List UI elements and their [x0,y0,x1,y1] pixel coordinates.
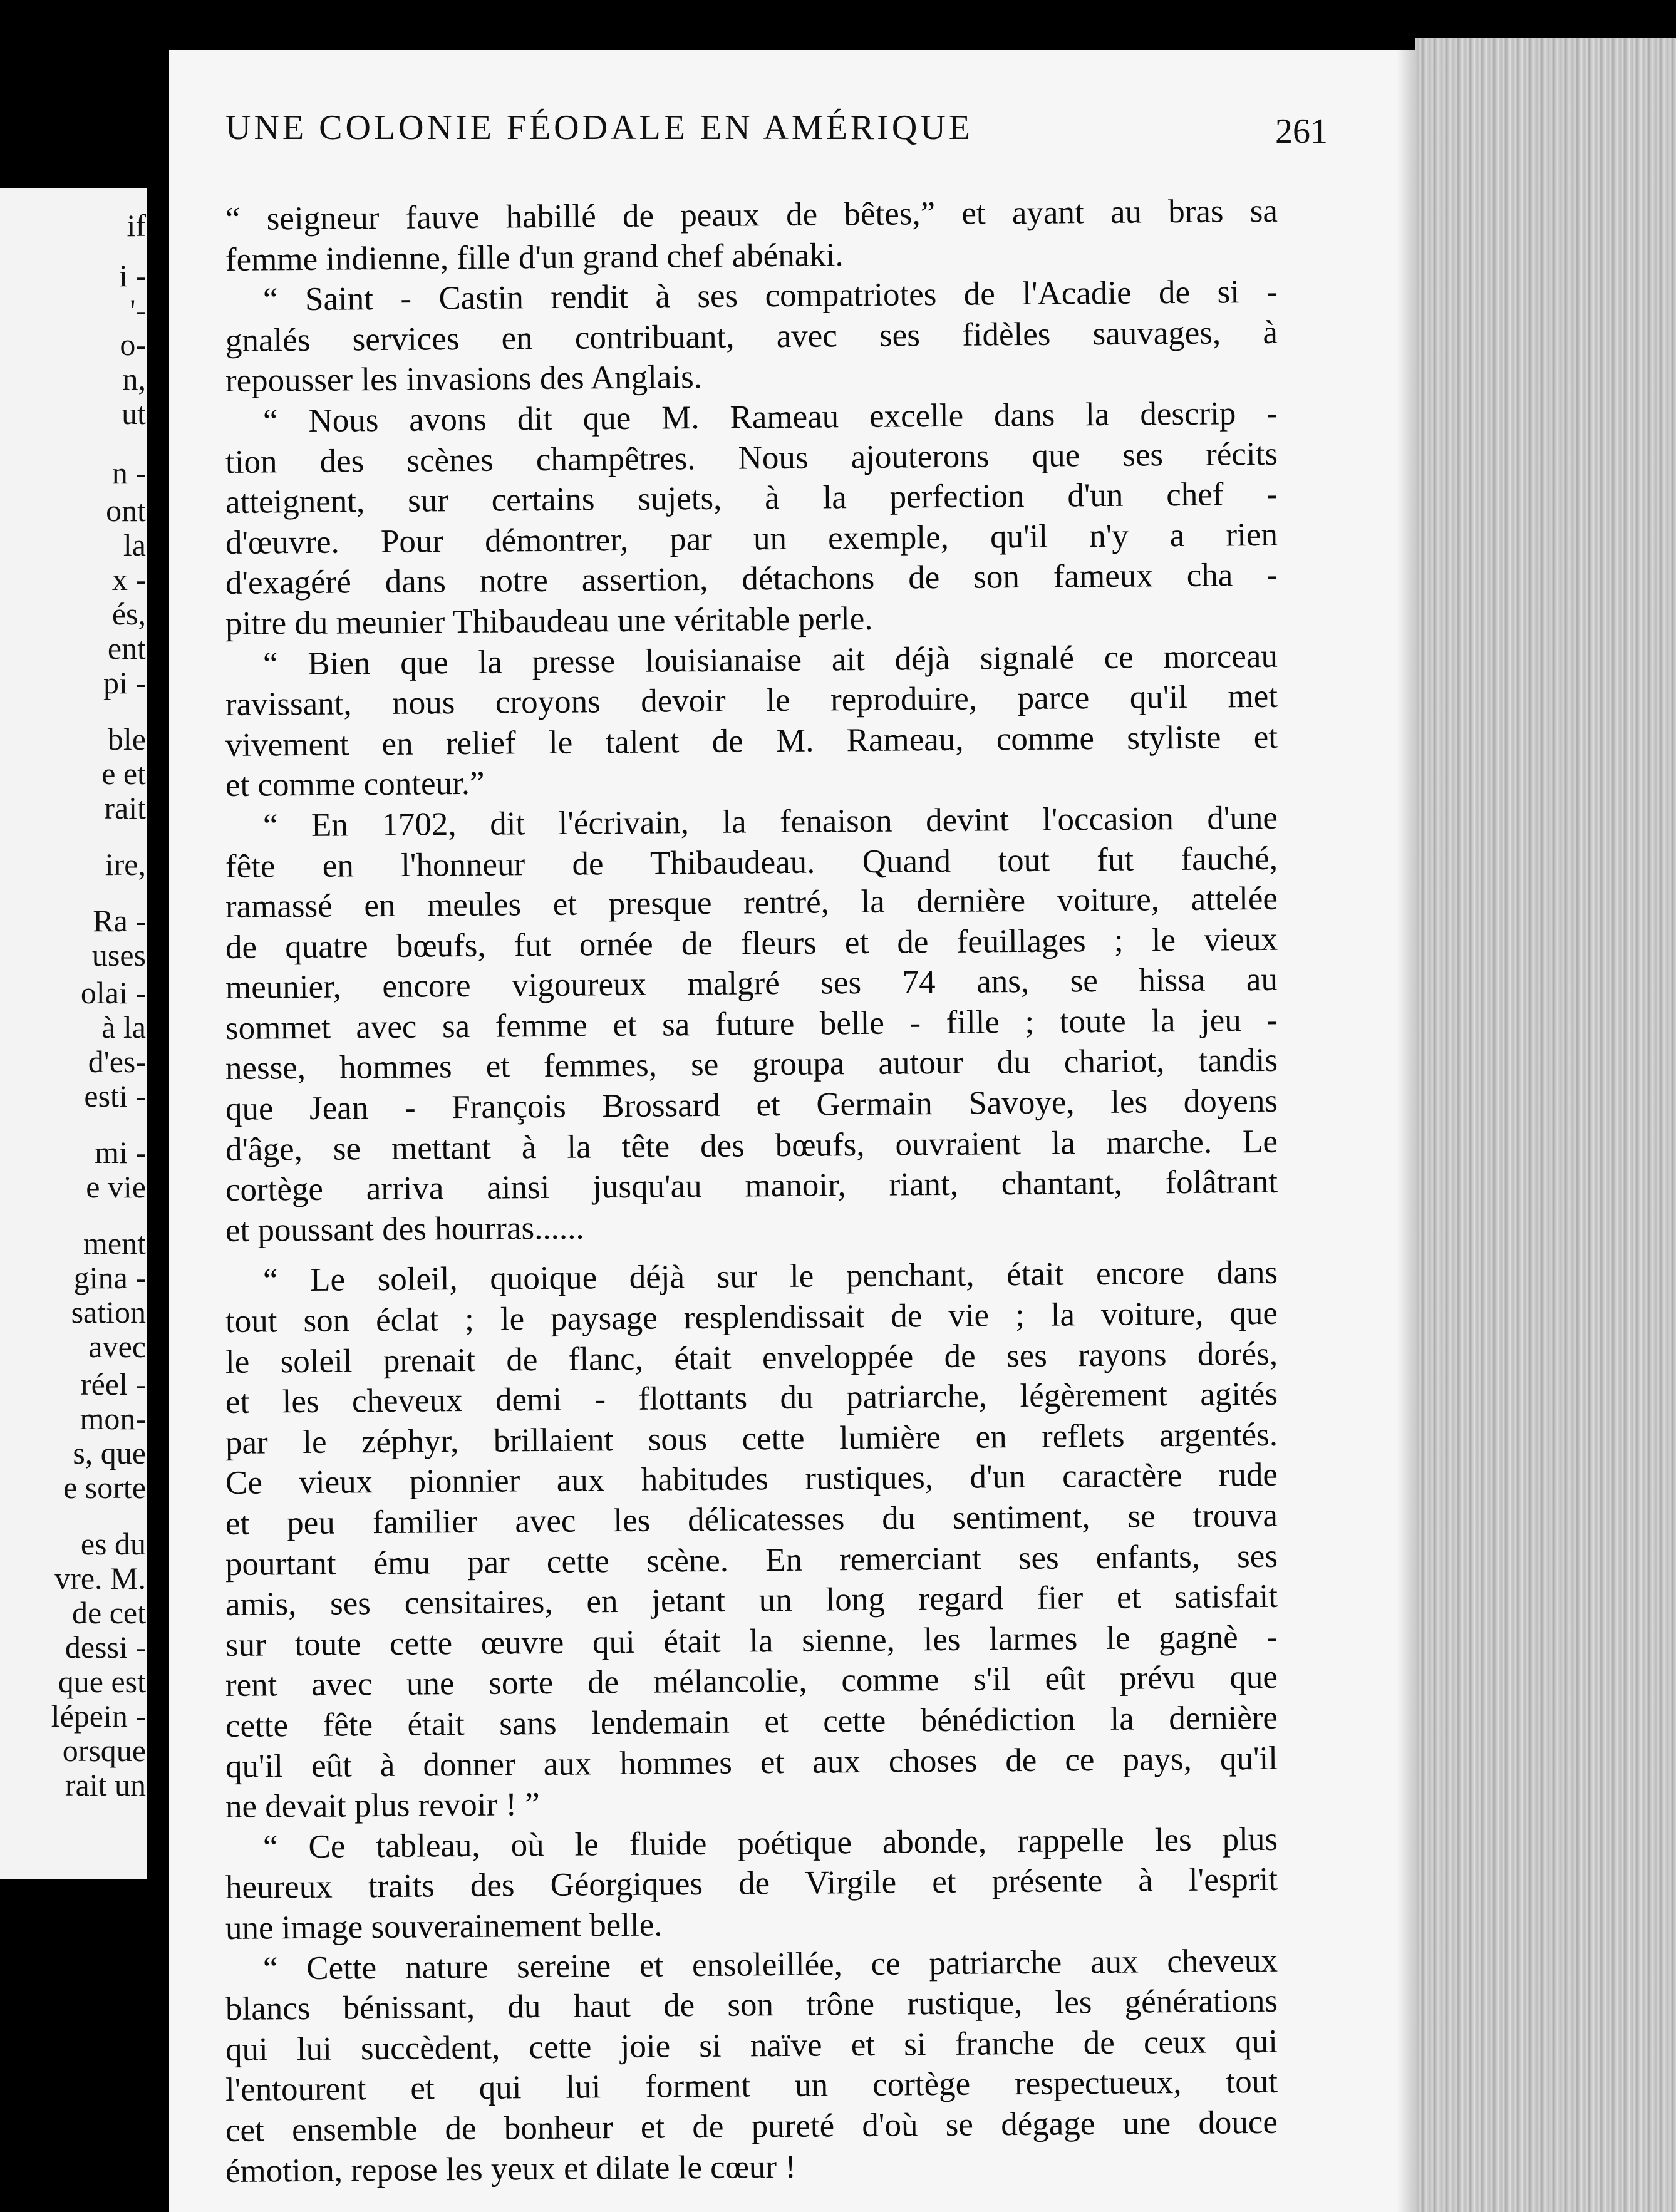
margin-fragment: rait un [65,1767,146,1802]
margin-fragment: ont [106,493,146,528]
margin-fragment: la [123,527,146,562]
margin-fragment: ire, [105,847,146,882]
text-line: pitre du meunier Thibaudeau une véritable perle. [225,600,873,642]
margin-fragment: e sorte [63,1470,146,1505]
margin-fragment: e et [101,756,146,791]
text-line: “ Saint - Castin rendit à ses compatriotes de l'Acadie de si - [262,273,1278,318]
margin-fragment: mi - [95,1135,146,1170]
margin-fragment: olai - [80,975,146,1010]
text-line: et peu familier avec les délicatesses du sentiment, se trouva [225,1497,1278,1542]
margin-fragment: Ra - [93,903,146,938]
margin-fragment: réel - [80,1367,146,1402]
margin-fragment: n - [111,455,146,490]
book-page-block [1415,38,1676,2212]
margin-fragment: rait [104,790,146,825]
text-line: “ Ce tableau, où le fluide poétique abonde, rappelle les plus [262,1821,1278,1866]
margin-fragment: n, [122,361,146,396]
margin-fragment: x - [111,562,146,597]
margin-fragment: ble [107,721,146,757]
margin-fragment: uses [91,938,146,973]
margin-fragment: avec [88,1329,146,1364]
margin-fragment: à la [101,1010,146,1045]
text-line: d'âge, se mettant à la tête des bœufs, ouvraient la marche. Le [225,1123,1278,1168]
text-line: atteignent, sur certains sujets, à la perfection d'un chef - [225,475,1278,521]
text-line: l'entourent et qui lui forment un cortège respectueux, tout [225,2064,1278,2109]
text-line: “ Cette nature sereine et ensoleillée, ce patriarche aux cheveux [262,1942,1278,1987]
text-line: amis, ses censitaires, en jetant un long regard fier et satisfait [225,1578,1278,1623]
text-line: gnalés services en contribuant, avec ses fidèles sauvages, à [225,314,1278,359]
text-line: “ Le soleil, quoique déjà sur le penchant, était encore dans [262,1254,1278,1299]
text-line: ravissant, nous croyons devoir le reproduire, parce qu'il met [225,678,1278,723]
margin-fragment: de cet [72,1595,146,1630]
text-line: “ En 1702, dit l'écrivain, la fenaison devint l'occasion d'une [262,799,1278,844]
margin-fragment: e vie [86,1169,146,1204]
margin-fragment: i - [118,258,146,293]
page-header [225,108,1328,158]
text-line: femme indienne, fille d'un grand chef abénaki. [225,236,844,278]
text-line: une image souverainement belle. [225,1906,663,1946]
margin-fragment: ent [107,631,146,666]
text-line: nesse, hommes et femmes, se groupa autour du chariot, tandis [225,1042,1278,1087]
text-line: vivement en relief le talent de M. Rameau, comme styliste et [225,718,1278,763]
text-line: tion des scènes champêtres. Nous ajouterons que ses récits [225,435,1278,480]
margin-fragment: if [127,208,146,243]
margin-fragment: gina - [73,1260,146,1295]
text-line: rent avec une sorte de mélancolie, comme s'il eût prévu que [225,1659,1278,1704]
margin-fragment: ment [83,1226,146,1261]
text-line: et les cheveux demi - flottants du patriarche, légèrement agités [225,1376,1278,1421]
margin-fragment: que est [58,1664,146,1699]
text-line: que Jean - François Brossard et Germain Savoye, les doyens [225,1082,1278,1128]
margin-fragment: ut [122,396,146,431]
text-line: émotion, repose les yeux et dilate le cœur ! [225,2148,797,2189]
margin-fragment: o- [120,327,146,362]
margin-fragment: es du [80,1526,146,1561]
text-line: repousser les invasions des Anglais. [225,359,703,400]
margin-fragment: mon- [80,1401,146,1436]
text-line: meunier, encore vigoureux malgré ses 74 ans, se hissa au [225,961,1278,1006]
text-line: “ Bien que la presse louisianaise ait déjà signalé ce morceau [262,638,1278,683]
margin-fragment: vre. M. [54,1561,146,1596]
text-line: par le zéphyr, brillaient sous cette lumière en reflets argentés. [225,1416,1278,1461]
text-line: pourtant ému par cette scène. En remerciant ses enfants, ses [225,1538,1278,1583]
margin-fragment: '- [130,292,146,328]
text-line: “ seigneur fauve habillé de peaux de bêtes,” et ayant au bras sa [225,192,1278,237]
margin-fragment: esti - [84,1078,146,1114]
text-line: ramassé en meules et presque rentré, la dernière voiture, attelée [225,880,1278,926]
margin-fragment: lépein - [51,1698,146,1734]
running-title: UNE COLONIE FÉODALE EN AMÉRIQUE [225,108,974,147]
text-line: de quatre bœufs, fut ornée de fleurs et de feuillages ; le vieux [225,921,1278,966]
text-line: sommet avec sa femme et sa future belle - fille ; toute la jeu - [225,1001,1278,1047]
margin-fragment: és, [111,596,146,631]
text-line: cette fête était sans lendemain et cette bénédiction la dernière [225,1699,1278,1744]
body-text [225,192,1278,2191]
text-line: cet ensemble de bonheur et de pureté d'où se dégage une douce [225,2104,1278,2149]
text-line: et comme conteur.” [225,765,485,804]
text-line: blancs bénissant, du haut de son trône rustique, les générations [225,1982,1278,2028]
text-line: cortège arriva ainsi jusqu'au manoir, riant, chantant, folâtrant [225,1164,1278,1209]
previous-page-edge [0,188,147,1879]
margin-fragment: d'es- [88,1044,146,1079]
text-line: le soleil prenait de flanc, était enveloppée de ses rayons dorés, [225,1335,1278,1380]
text-line: tout son éclat ; le paysage resplendissait de vie ; la voiture, que [225,1295,1278,1340]
text-line: qui lui succèdent, cette joie si naïve et si franche de ceux qui [225,2023,1278,2068]
text-line: sur toute cette œuvre qui était la sienne, les larmes le gagnè - [225,1618,1278,1663]
margin-fragment: pi - [103,665,146,700]
text-line: d'exagéré dans notre assertion, détachons de son fameux cha - [225,557,1278,602]
text-line: qu'il eût à donner aux hommes et aux choses de ce pays, qu'il [225,1740,1278,1785]
margin-fragment: s, que [73,1435,146,1470]
margin-fragment: dessi - [65,1630,146,1665]
text-line: ne devait plus revoir ! ” [225,1786,541,1826]
margin-fragment: sation [71,1295,146,1330]
text-line: et poussant des hourras...... [225,1209,584,1249]
page-number: 261 [1275,112,1328,151]
text-line: d'œuvre. Pour démontrer, par un exemple, qu'il n'y a rien [225,516,1278,561]
margin-fragment: orsque [62,1733,146,1768]
text-line: Ce vieux pionnier aux habitudes rustiques, d'un caractère rude [225,1457,1278,1502]
text-line: fête en l'honneur de Thibaudeau. Quand tout fut fauché, [225,840,1278,885]
text-line: “ Nous avons dit que M. Rameau excelle dans la descrip - [262,395,1278,440]
text-line: heureux traits des Géorgiques de Virgile et présente à l'esprit [225,1861,1278,1906]
